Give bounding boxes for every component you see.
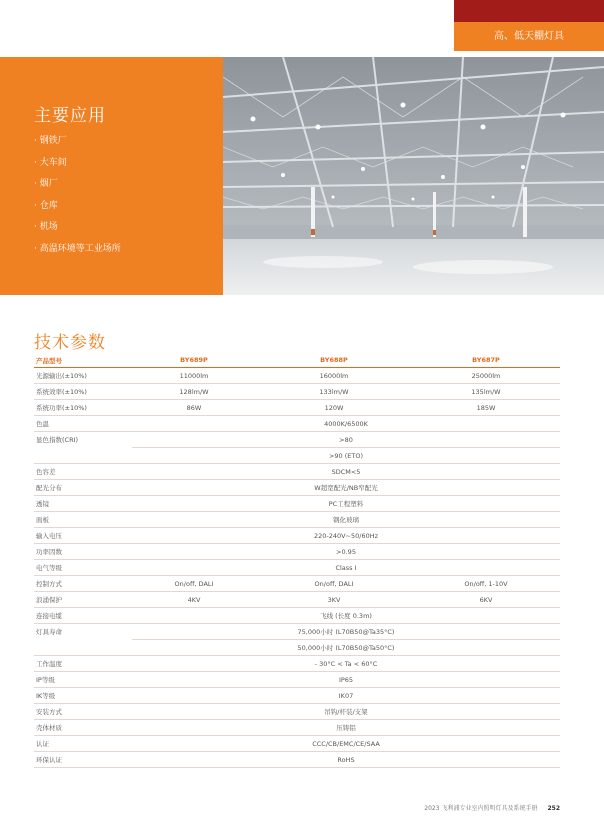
row-label: 系统效率(±10%) [34, 384, 132, 400]
row-label: 面板 [34, 512, 132, 528]
category-tab-top-bar [454, 0, 604, 22]
cell-value: 吊钩/杆装/支架 [132, 704, 560, 720]
table-row [34, 608, 560, 624]
table-row [34, 624, 560, 640]
table-row [34, 592, 560, 608]
cell-value: 11000lm [132, 368, 256, 384]
applications-panel [0, 57, 223, 295]
table-row [34, 560, 560, 576]
table-row [34, 480, 560, 496]
cell-value: >0.95 [132, 544, 560, 560]
cell-value: 6KV [412, 592, 560, 608]
category-tab-label: 高、低天棚灯具 [494, 31, 564, 42]
applications-list [34, 135, 121, 265]
row-label: 色温 [34, 416, 132, 432]
cell-value: On/off, DALI [256, 576, 412, 592]
row-label: 工作温度 [34, 656, 132, 672]
table-row [34, 720, 560, 736]
row-label: 认证 [34, 736, 132, 752]
row-label: 壳体材质 [34, 720, 132, 736]
table-row [34, 656, 560, 672]
table-row [34, 640, 560, 656]
cell-value: 86W [132, 400, 256, 416]
cell-value: 120W [256, 400, 412, 416]
cell-value: 3KV [256, 592, 412, 608]
cell-value: 128lm/W [132, 384, 256, 400]
cell-value: - 30°C < Ta < 60°C [132, 656, 560, 672]
cell-value: RoHS [132, 752, 560, 768]
cell-value: 压铸铝 [132, 720, 560, 736]
row-label: 控制方式 [34, 576, 132, 592]
page-footer [424, 803, 560, 812]
row-label: 连接电缆 [34, 608, 132, 624]
table-row [34, 736, 560, 752]
specs-table [34, 353, 560, 768]
model-by687p: BY687P [412, 353, 560, 368]
cell-value: 185W [412, 400, 560, 416]
cell-value: 钢化玻璃 [132, 512, 560, 528]
row-label: 色容差 [34, 464, 132, 480]
cell-value: 4KV [132, 592, 256, 608]
application-item: · 仓库 [34, 200, 121, 222]
row-label: 透镜 [34, 496, 132, 512]
factory-hall-photo [223, 57, 604, 295]
cell-value: On/off, DALI [132, 576, 256, 592]
category-tab [454, 0, 604, 51]
cell-value: 133lm/W [256, 384, 412, 400]
cell-value: >90 (ETO) [132, 448, 560, 464]
cell-value: PC工程塑料 [132, 496, 560, 512]
row-label: 环保认证 [34, 752, 132, 768]
row-label: 浪涌保护 [34, 592, 132, 608]
table-row [34, 400, 560, 416]
cell-value: Class I [132, 560, 560, 576]
table-row [34, 496, 560, 512]
applications-title: 主要应用 [34, 106, 106, 126]
table-row [34, 528, 560, 544]
table-row [34, 512, 560, 528]
table-row [34, 672, 560, 688]
specs-title: 技术参数 [34, 333, 106, 353]
application-item: · 烟厂 [34, 178, 121, 200]
footer-text: 2023 飞利浦专业室内照明灯具及系统手册 [424, 805, 538, 812]
table-row [34, 576, 560, 592]
cell-value: 75,000小时 (L70B50@Ta35°C) [132, 624, 560, 640]
row-label: 灯具寿命 [36, 628, 62, 637]
specs-header-row [34, 353, 560, 368]
cell-value: 飞线 (长度 0.3m) [132, 608, 560, 624]
table-row [34, 752, 560, 768]
application-item: · 高温环境等工业场所 [34, 243, 121, 265]
cell-value: W超宽配光/NB窄配光 [132, 480, 560, 496]
table-row [34, 544, 560, 560]
cell-value: 135lm/W [412, 384, 560, 400]
cell-value: 16000lm [256, 368, 412, 384]
cell-value: 4000K/6500K [132, 416, 560, 432]
cell-value: 50,000小时 (L70B50@Ta50°C) [132, 640, 560, 656]
application-item: · 钢铁厂 [34, 135, 121, 157]
table-row [34, 416, 560, 432]
cell-value: CCC/CB/EMC/CE/SAA [132, 736, 560, 752]
table-row [34, 704, 560, 720]
row-label: 功率因数 [34, 544, 132, 560]
row-label: 电气等级 [34, 560, 132, 576]
row-label: 系统功率(±10%) [34, 400, 132, 416]
row-label: 输入电压 [34, 528, 132, 544]
application-item: · 机场 [34, 221, 121, 243]
table-row [34, 432, 560, 448]
factory-hall-illustration [223, 57, 604, 295]
row-label: 显色指数(CRI) [36, 436, 79, 445]
row-label [34, 640, 132, 656]
row-label: IK等级 [34, 688, 132, 704]
row-label [34, 448, 132, 464]
cell-value: On/off, 1-10V [412, 576, 560, 592]
table-row [34, 448, 560, 464]
cell-value: IP65 [132, 672, 560, 688]
table-row [34, 384, 560, 400]
table-row [34, 688, 560, 704]
row-label: 配光分布 [34, 480, 132, 496]
model-by688p: BY688P [256, 353, 412, 368]
model-by689p: BY689P [132, 353, 256, 368]
row-label: 安装方式 [34, 704, 132, 720]
page-number: 252 [547, 805, 560, 812]
cell-value: 25000lm [412, 368, 560, 384]
cell-value: 220-240V~50/60Hz [132, 528, 560, 544]
table-row [34, 368, 560, 384]
row-label: IP等级 [34, 672, 132, 688]
header-label: 产品型号 [34, 353, 132, 368]
cell-value: >80 [132, 432, 560, 448]
table-row [34, 464, 560, 480]
cell-value: IK07 [132, 688, 560, 704]
application-item: · 大车间 [34, 157, 121, 179]
cell-value: SDCM<5 [132, 464, 560, 480]
row-label: 光源输出(±10%) [34, 368, 132, 384]
